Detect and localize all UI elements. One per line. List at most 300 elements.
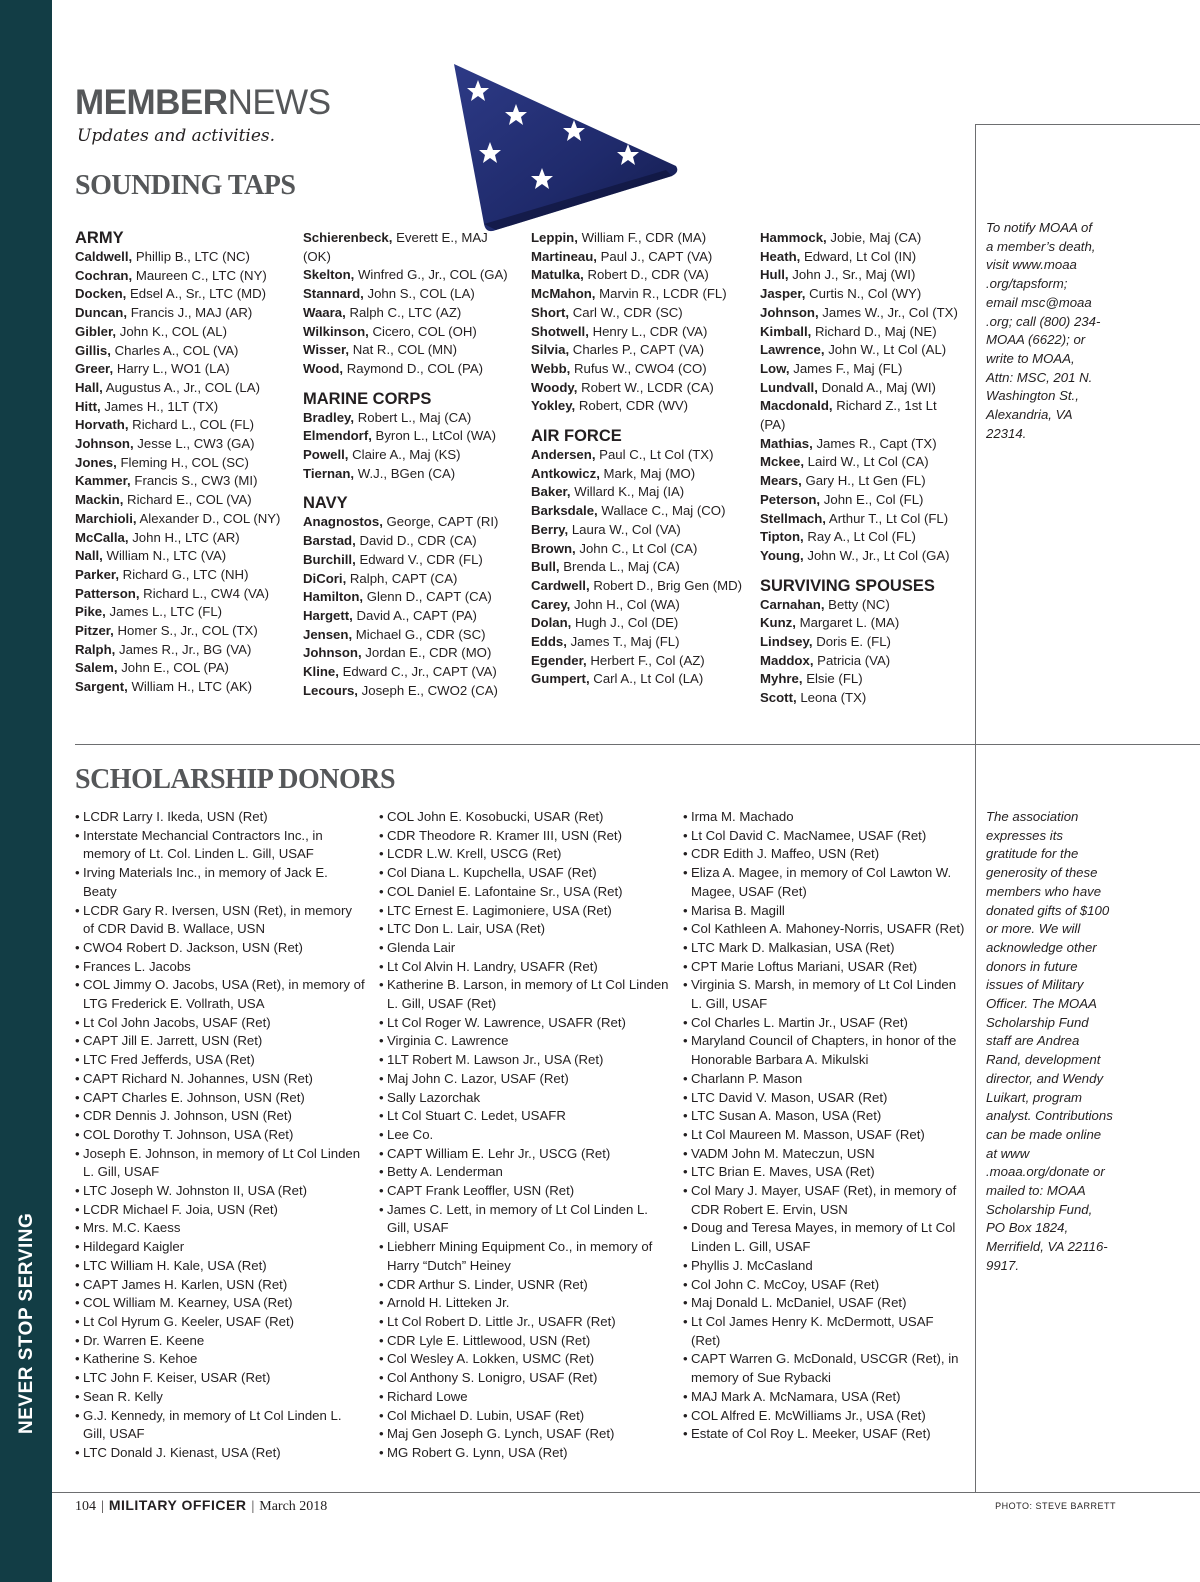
taps-entry [531,360,746,379]
entry-details: John W., Jr., Lt Col (GA) [807,547,950,563]
donor-item [379,1294,669,1313]
donor-item [683,1407,965,1426]
donor-item [75,939,365,958]
entry-surname: Gibler, [75,323,117,339]
donor-text: CDR Edith J. Maffeo, USN (Ret) [691,846,880,862]
donors-list-1 [75,808,365,1463]
taps-entry [75,267,290,286]
donor-item [75,1089,365,1108]
donor-text: Maj Gen Joseph G. Lynch, USAF (Ret) [387,1426,615,1442]
entry-surname: Pike, [75,604,106,620]
donor-item [379,864,669,883]
entry-details: Jesse L., CW3 (GA) [137,436,255,452]
donor-text: COL William M. Kearney, USA (Ret) [83,1295,293,1311]
donor-text: COL Dorothy T. Johnson, USA (Ret) [83,1126,294,1142]
entry-details: Ray A., Lt Col (FL) [807,529,916,545]
donor-item [683,1425,965,1444]
donor-item [75,1014,365,1033]
donor-text: CPT Marie Loftus Mariani, USAR (Ret) [691,958,918,974]
entry-details: Mark, Maj (MO) [603,465,696,481]
donor-text: LTC William H. Kale, USA (Ret) [83,1257,267,1273]
donors-column-3 [683,808,965,1444]
donor-item [75,976,365,1013]
entry-surname: Marchioli, [75,510,137,526]
entry-surname: Edds, [531,634,567,650]
donor-text: COL Alfred E. McWilliams Jr., USA (Ret) [691,1407,926,1423]
donor-text: MG Robert G. Lynn, USA (Ret) [387,1444,568,1460]
entry-surname: Woody, [531,379,578,395]
taps-entry [303,360,518,379]
donor-item [75,864,365,901]
entry-details: Margaret L. (MA) [799,615,900,631]
entry-details: Henry L., CDR (VA) [592,323,708,339]
entry-surname: Martineau, [531,248,597,264]
entry-details: Charles A., COL (VA) [114,342,239,358]
entry-details: Ralph C., LTC (AZ) [349,304,462,320]
entry-details: John E., Col (FL) [823,491,924,507]
donor-text: 1LT Robert M. Lawson Jr., USA (Ret) [387,1052,604,1068]
entry-details: Jordan E., CDR (MO) [365,645,492,661]
taps-entry [75,304,290,323]
entry-surname: Mathias, [760,435,813,451]
taps-entry [75,659,290,678]
entry-details: Everett E., MAJ (OK) [303,230,488,264]
entry-surname: Antkowicz, [531,465,600,481]
donor-item [75,1388,365,1407]
taps-entry [760,397,965,434]
header-title-bold: MEMBER [75,83,228,122]
taps-entry [531,614,746,633]
taps-entry [760,652,965,671]
entry-surname: Johnson, [303,645,362,661]
donor-text: LTC Donald J. Kienast, USA (Ret) [83,1444,281,1460]
taps-entry [75,622,290,641]
donor-item [75,808,365,827]
entry-details: William F., CDR (MA) [581,230,707,245]
donor-text: LCDR Gary R. Iversen, USN (Ret), in memory of CDR David B. Wallace, USN [83,902,352,937]
entry-details: Paul J., CAPT (VA) [600,248,713,264]
taps-entry [75,398,290,417]
entry-details: Robert D., Brig Gen (MD) [593,577,743,593]
donor-text: Interstate Mechancial Contractors Inc., in memory of Lt. Col. Linden L. Gill, USAF [83,827,323,862]
donor-text: Joseph E. Johnson, in memory of Lt Col Linden L. Gill, USAF [83,1145,361,1180]
entry-surname: Hamilton, [303,589,364,605]
entry-details: James R., Capt (TX) [816,435,937,451]
donor-item [75,1070,365,1089]
donor-item [75,1219,365,1238]
entry-details: Francis S., CW3 (MI) [134,473,258,489]
donor-item [683,1294,965,1313]
donor-item [379,902,669,921]
donor-text: Lt Col James Henry K. McDermott, USAF (Ret) [691,1313,934,1348]
entry-details: Marvin R., LCDR (FL) [599,286,727,302]
donor-item [75,1294,365,1313]
entry-surname: Mckee, [760,454,804,470]
marine-list [303,409,518,484]
entry-surname: Wisser, [303,342,350,358]
donor-text: Glenda Lair [387,939,456,955]
donor-item [75,827,365,864]
entry-surname: DiCori, [303,570,347,586]
donor-item [379,1332,669,1351]
taps-column-2 [303,229,518,700]
donor-item [683,1182,965,1219]
donor-item [379,1238,669,1275]
donor-text: Virginia S. Marsh, in memory of Lt Col Linden L. Gill, USAF [691,977,957,1012]
entry-details: Laird W., Lt Col (CA) [807,454,929,470]
entry-surname: Lecours, [303,682,358,698]
entry-surname: Hall, [75,379,103,395]
donor-item [379,1070,669,1089]
donor-item [683,920,965,939]
donor-text: CAPT Charles E. Johnson, USN (Ret) [83,1089,305,1105]
donor-text: Arnold H. Litteken Jr. [387,1295,510,1311]
donor-item [683,1107,965,1126]
donor-text: Lt Col John Jacobs, USAF (Ret) [83,1014,271,1030]
entry-details: David D., CDR (CA) [359,533,477,549]
entry-surname: Waara, [303,304,346,320]
navy-list [303,513,518,700]
entry-details: Gary H., Lt Gen (FL) [805,473,926,489]
donor-text: COL John E. Kosobucki, USAR (Ret) [387,809,604,824]
taps-entry [760,510,965,529]
entry-details: Donald A., Maj (WI) [821,379,936,395]
entry-details: Winfred G., Jr., COL (GA) [357,267,508,283]
donor-text: CDR Lyle E. Littlewood, USN (Ret) [387,1332,591,1348]
taps-entry [303,285,518,304]
donor-item [683,902,965,921]
entry-details: Wallace C., Maj (CO) [601,503,726,519]
donor-text: Sally Lazorchak [387,1089,481,1105]
folded-flag-image [448,58,684,236]
donor-text: LTC Brian E. Maves, USA (Ret) [691,1164,875,1180]
donor-item [683,1145,965,1164]
donor-text: Col Kathleen A. Mahoney-Norris, USAFR (Ret) [691,921,965,937]
donor-text: CDR Arthur S. Linder, USNR (Ret) [387,1276,588,1292]
entry-surname: Matulka, [531,267,584,283]
entry-surname: Nall, [75,548,103,564]
donor-item [379,1145,669,1164]
entry-surname: Jensen, [303,626,353,642]
section-divider [75,744,1200,745]
entry-surname: Wilkinson, [303,323,369,339]
taps-entry [760,285,965,304]
page-number: 104 [75,1499,96,1514]
donor-text: Maj Donald L. McDaniel, USAF (Ret) [691,1295,907,1311]
donors-column-2 [379,808,669,1463]
entry-surname: Webb, [531,360,571,376]
entry-surname: Gumpert, [531,671,590,687]
entry-surname: Maddox, [760,652,814,668]
donor-text: Col John C. McCoy, USAF (Ret) [691,1276,880,1292]
entry-surname: Kunz, [760,615,796,631]
donors-column-1 [75,808,365,1463]
donor-item [379,976,669,1013]
donor-text: COL Jimmy O. Jacobs, USA (Ret), in memory of LTG Frederick E. Vollrath, USA [83,977,365,1012]
taps-entry [531,633,746,652]
entry-details: Leona (TX) [800,690,867,706]
entry-surname: Elmendorf, [303,428,372,444]
donor-text: CDR Dennis J. Johnson, USN (Ret) [83,1108,292,1124]
entry-details: Joseph E., CWO2 (CA) [361,682,498,698]
entry-details: James H., 1LT (TX) [104,398,219,414]
taps-entry [760,614,965,633]
donor-text: Lt Col Maureen M. Masson, USAF (Ret) [691,1126,925,1142]
entry-details: John J., Sr., Maj (WI) [792,267,916,283]
entry-details: Raymond D., COL (PA) [346,360,484,376]
entry-details: Brenda L., Maj (CA) [563,559,680,575]
entry-details: Robert D., CDR (VA) [587,267,709,283]
category-air-force: AIR FORCE [531,427,622,446]
donor-text: CAPT William E. Lehr Jr., USCG (Ret) [387,1145,611,1161]
donor-text: Hildegard Kaigler [83,1239,185,1255]
header-title-light: NEWS [227,83,331,122]
donor-text: CAPT Richard N. Johannes, USN (Ret) [83,1070,313,1086]
taps-entry [75,360,290,379]
donor-item [379,1444,669,1463]
donor-item [683,1350,965,1387]
taps-entry [303,551,518,570]
donor-item [75,1032,365,1051]
entry-details: Nat R., COL (MN) [352,342,458,358]
donor-item [379,1163,669,1182]
taps-entry [760,528,965,547]
donor-text: Maj John C. Lazor, USAF (Ret) [387,1070,569,1086]
entry-details: Edsel A., Sr., LTC (MD) [129,286,267,302]
entry-surname: Hitt, [75,398,101,414]
taps-entry [75,603,290,622]
taps-entry [760,472,965,491]
taps-entry [75,379,290,398]
header-subtitle: Updates and activities. [77,126,276,146]
donor-text: G.J. Kennedy, in memory of Lt Col Linden L. Gill, USAF [83,1407,342,1442]
entry-surname: Powell, [303,447,349,463]
right-column-rule [975,124,976,1492]
donor-text: James C. Lett, in memory of Lt Col Linden L. Gill, USAF [387,1201,648,1236]
donor-text: Col Charles L. Martin Jr., USAF (Ret) [691,1014,908,1030]
entry-details: Robert L., Maj (CA) [357,409,472,425]
donor-item [379,1051,669,1070]
donor-item [75,1313,365,1332]
donor-item [683,827,965,846]
entry-surname: Cardwell, [531,577,590,593]
taps-entry [531,483,746,502]
taps-entry [760,596,965,615]
taps-entry [303,682,518,701]
taps-entry [303,266,518,285]
entry-details: Claire A., Maj (KS) [352,447,461,463]
taps-entry [760,689,965,708]
donor-item [683,1313,965,1350]
taps-entry [531,304,746,323]
entry-surname: Anagnostos, [303,514,383,530]
donor-item [683,845,965,864]
air-force-list-continued [760,229,965,566]
taps-entry [75,342,290,361]
entry-surname: Caldwell, [75,249,133,264]
taps-entry [303,229,518,266]
entry-surname: Stannard, [303,286,364,302]
donor-item [379,1182,669,1201]
entry-details: John S., COL (LA) [367,286,475,302]
entry-surname: Bull, [531,559,560,575]
donor-item [75,1444,365,1463]
donor-text: Doug and Teresa Mayes, in memory of Lt Col Linden L. Gill, USAF [691,1220,956,1255]
entry-surname: Salem, [75,660,118,676]
donor-item [379,1126,669,1145]
donor-item [75,1407,365,1444]
donor-item [75,1051,365,1070]
entry-details: Ralph, CAPT (CA) [349,570,458,586]
taps-entry [531,540,746,559]
donor-text: Virginia C. Lawrence [387,1033,509,1049]
entry-details: William N., LTC (VA) [106,548,227,564]
page-footer: 104 | MILITARY OFFICER | March 2018 [75,1497,328,1514]
taps-entry [303,409,518,428]
entry-details: Augustus A., Jr., COL (LA) [105,379,260,395]
taps-entry [303,304,518,323]
entry-surname: Johnson, [75,436,134,452]
taps-entry [303,465,518,484]
taps-entry [760,670,965,689]
entry-surname: Silvia, [531,342,570,358]
taps-entry [75,454,290,473]
entry-surname: Duncan, [75,305,128,321]
taps-entry [531,285,746,304]
entry-surname: Patterson, [75,585,140,601]
taps-entry [760,229,965,248]
taps-entry [531,670,746,689]
taps-entry [303,513,518,532]
taps-entry [75,285,290,304]
entry-details: Byron L., LtCol (WA) [375,428,496,444]
taps-entry [75,641,290,660]
category-surviving-spouses: SURVIVING SPOUSES [760,576,935,595]
donor-item [683,1276,965,1295]
entry-surname: Macdonald, [760,398,833,414]
entry-surname: Barstad, [303,533,356,549]
donor-text: LTC Fred Jefferds, USA (Ret) [83,1052,255,1068]
magazine-name: MILITARY OFFICER [108,1497,247,1513]
army-list [75,248,290,697]
scholarship-donors-title: SCHOLARSHIP DONORS [75,764,396,795]
entry-surname: Heath, [760,248,801,264]
donor-text: MAJ Mark A. McNamara, USA (Ret) [691,1388,901,1404]
donor-text: Col Mary J. Mayer, USAF (Ret), in memory of CDR Robert E. Ervin, USN [691,1183,957,1217]
entry-details: Jobie, Maj (CA) [830,230,922,245]
entry-surname: Hargett, [303,607,353,623]
taps-entry [303,341,518,360]
entry-details: Charles P., CAPT (VA) [572,342,704,358]
donor-item [75,1145,365,1182]
entry-surname: Kammer, [75,473,131,489]
entry-surname: Yokley, [531,398,576,414]
entry-surname: McCalla, [75,529,129,545]
donor-item [379,883,669,902]
donor-item [75,1257,365,1276]
entry-details: Curtis N., Col (WY) [809,286,922,302]
taps-entry [75,510,290,529]
category-navy: NAVY [303,494,348,513]
entry-surname: Lundvall, [760,379,818,395]
donor-item [379,1014,669,1033]
entry-surname: Andersen, [531,447,596,463]
donor-text: LCDR Larry I. Ikeda, USN (Ret) [83,809,268,824]
donor-text: Lt Col David C. MacNamee, USAF (Ret) [691,827,927,843]
entry-details: James T., Maj (FL) [570,634,680,650]
donor-text: LTC David V. Mason, USAR (Ret) [691,1089,888,1105]
entry-surname: Skelton, [303,267,355,283]
entry-surname: Schierenbeck, [303,230,393,245]
donor-item [683,1257,965,1276]
donor-text: LTC John F. Keiser, USAR (Ret) [83,1370,271,1386]
entry-surname: Peterson, [760,491,821,507]
entry-details: Homer S., Jr., COL (TX) [117,623,258,639]
donor-item [75,1238,365,1257]
entry-details: W.J., BGen (CA) [357,465,456,481]
taps-entry [303,570,518,589]
entry-surname: Sargent, [75,679,128,695]
entry-surname: Short, [531,304,570,320]
entry-surname: Wood, [303,360,344,376]
donor-item [379,958,669,977]
taps-column-4 [760,229,965,708]
donor-text: Lt Col Stuart C. Ledet, USAFR [387,1108,566,1124]
taps-entry [531,341,746,360]
entry-surname: Gillis, [75,342,111,358]
donor-text: Phyllis J. McCasland [691,1257,813,1273]
donor-item [683,958,965,977]
entry-surname: Docken, [75,286,127,302]
donor-text: LTC Ernest E. Lagimoniere, USA (Ret) [387,902,612,918]
issue-date: March 2018 [259,1499,328,1514]
entry-surname: Jones, [75,454,117,470]
entry-surname: Ralph, [75,641,116,657]
entry-details: Glenn D., CAPT (CA) [366,589,492,605]
taps-entry [75,248,290,267]
donor-item [379,845,669,864]
donor-text: CWO4 Robert D. Jackson, USN (Ret) [83,939,303,955]
taps-entry [303,644,518,663]
donor-text: Mrs. M.C. Kaess [83,1220,181,1236]
taps-entry [531,229,746,248]
donor-item [75,1182,365,1201]
entry-details: Robert, CDR (WV) [578,398,689,414]
entry-details: Edward V., CDR (FL) [359,551,483,567]
taps-entry [303,532,518,551]
donor-text: Irving Materials Inc., in memory of Jack E. Beaty [83,865,328,899]
donor-item [379,1369,669,1388]
entry-surname: Stellmach, [760,510,826,526]
taps-entry [75,416,290,435]
entry-surname: McMahon, [531,286,596,302]
entry-details: Rufus W., CWO4 (CO) [574,360,707,376]
entry-surname: Young, [760,547,804,563]
donor-text: Lt Col Hyrum G. Keeler, USAF (Ret) [83,1313,295,1329]
taps-entry [760,248,965,267]
entry-details: Edward, Lt Col (IN) [803,248,917,264]
taps-entry [75,547,290,566]
entry-details: John K., COL (AL) [119,323,227,339]
donor-item [379,1107,669,1126]
taps-column-3 [531,229,746,689]
donor-item [75,1107,365,1126]
entry-details: James W., Jr., Col (TX) [822,304,958,320]
donor-text: CDR Theodore R. Kramer III, USN (Ret) [387,827,622,843]
donor-text: Marisa B. Magill [691,902,785,918]
donor-text: Eliza A. Magee, in memory of Col Lawton W. Magee, USAF (Ret) [691,865,952,899]
taps-entry [303,626,518,645]
